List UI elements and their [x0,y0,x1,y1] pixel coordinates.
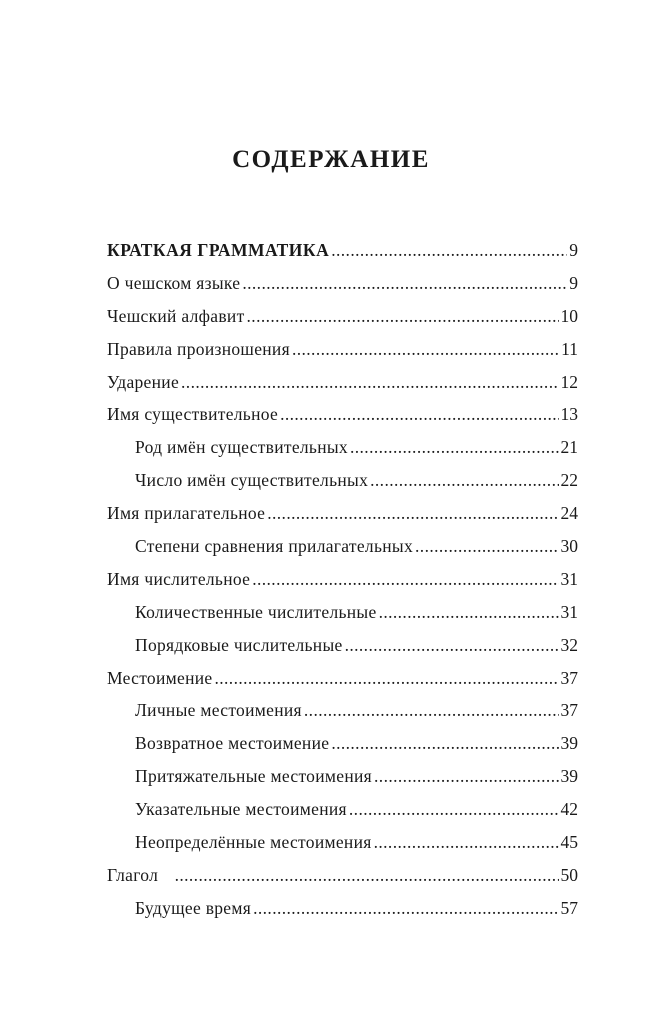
toc-dot-leader [252,563,558,596]
page-title: СОДЕРЖАНИЕ [232,146,430,173]
toc-entry-title: Указательные местоимения [135,799,347,820]
toc-entry[interactable] [107,826,578,859]
toc-dot-leader [253,892,558,925]
toc-entry-title: Неопределённые местоимения [135,832,372,853]
toc-entry[interactable] [107,398,578,431]
toc-entry-title: Число имён существительных [135,470,369,491]
toc-dot-leader [175,859,559,892]
toc-entry[interactable] [107,662,578,695]
toc-entry[interactable] [107,793,578,826]
toc-dot-leader [292,333,559,366]
toc-entry[interactable] [107,859,578,892]
toc-entry[interactable] [107,431,578,464]
toc-page-number: 9 [569,272,578,293]
toc-dot-leader [374,760,558,793]
toc-dot-leader [331,234,567,267]
toc-page-number: 22 [560,470,578,491]
toc-entry-title: Порядковые числительные [135,634,343,655]
toc-entry-title: Имя числительное [107,568,251,589]
toc-entry[interactable] [107,333,578,366]
toc-dot-leader [181,366,558,399]
toc-dot-leader [345,629,559,662]
toc-entry[interactable] [107,596,578,629]
toc-entry-title: Имя прилагательное [107,503,266,524]
toc-page-number: 31 [560,601,578,622]
toc-page-number: 50 [560,864,578,885]
toc-entry[interactable] [107,497,578,530]
toc-page-number: 24 [560,503,578,524]
toc-entry-title: Имя существительное [107,404,279,425]
toc-entry[interactable] [107,464,578,497]
toc-entry[interactable] [107,366,578,399]
table-of-contents [107,234,578,925]
toc-page-number: 45 [560,832,578,853]
toc-dot-leader [242,267,567,300]
toc-page-number: 39 [560,766,578,787]
toc-entry[interactable] [107,267,578,300]
toc-dot-leader [267,497,558,530]
toc-entry[interactable] [107,563,578,596]
toc-page-number: 10 [560,305,578,326]
toc-dot-leader [247,300,559,333]
toc-dot-leader [214,662,558,695]
toc-page-number: 31 [560,568,578,589]
toc-page-number: 37 [560,700,578,721]
toc-page-number: 32 [560,634,578,655]
toc-entry-title: Род имён существительных [135,437,348,458]
toc-page-number: 39 [560,733,578,754]
toc-entry[interactable] [107,760,578,793]
toc-entry-title: Возвратное местоимение [135,733,330,754]
toc-entry-title: Будущее время [135,897,252,918]
toc-entry-title: КРАТКАЯ ГРАММАТИКА [107,240,330,260]
toc-page-number: 9 [569,240,578,260]
toc-entry-title: Правила произношения [107,338,290,359]
toc-dot-leader [370,464,558,497]
toc-dot-leader [350,431,559,464]
toc-page-number: 12 [560,371,578,392]
toc-page-number: 37 [560,667,578,688]
toc-dot-leader [374,826,559,859]
toc-entry[interactable] [107,234,578,267]
toc-entry[interactable] [107,727,578,760]
toc-dot-leader [379,596,559,629]
toc-entry-title: Чешский алфавит [107,305,245,326]
toc-entry-title: Глагол [107,864,159,885]
toc-page-number: 21 [560,437,578,458]
toc-page-number: 42 [560,799,578,820]
toc-entry-title: Личные местоимения [135,700,302,721]
toc-dot-leader [280,398,558,431]
toc-entry[interactable] [107,629,578,662]
toc-entry[interactable] [107,300,578,333]
toc-entry[interactable] [107,530,578,563]
toc-page-number: 57 [560,897,578,918]
toc-dot-leader [349,793,559,826]
toc-dot-leader [331,727,558,760]
toc-entry[interactable] [107,694,578,727]
toc-entry-title: Ударение [107,371,180,392]
toc-entry-title: Местоимение [107,667,213,688]
toc-dot-leader [304,694,559,727]
toc-page-number: 11 [561,338,578,359]
toc-entry-title: Степени сравнения прилагательных [135,536,414,557]
toc-page-number: 30 [560,536,578,557]
toc-entry-title: Количественные числительные [135,601,377,622]
toc-dot-leader [415,530,558,563]
toc-page-number: 13 [560,404,578,425]
toc-entry[interactable] [107,892,578,925]
toc-entry-title: Притяжательные местоимения [135,766,373,787]
toc-entry-title: О чешском языке [107,272,241,293]
